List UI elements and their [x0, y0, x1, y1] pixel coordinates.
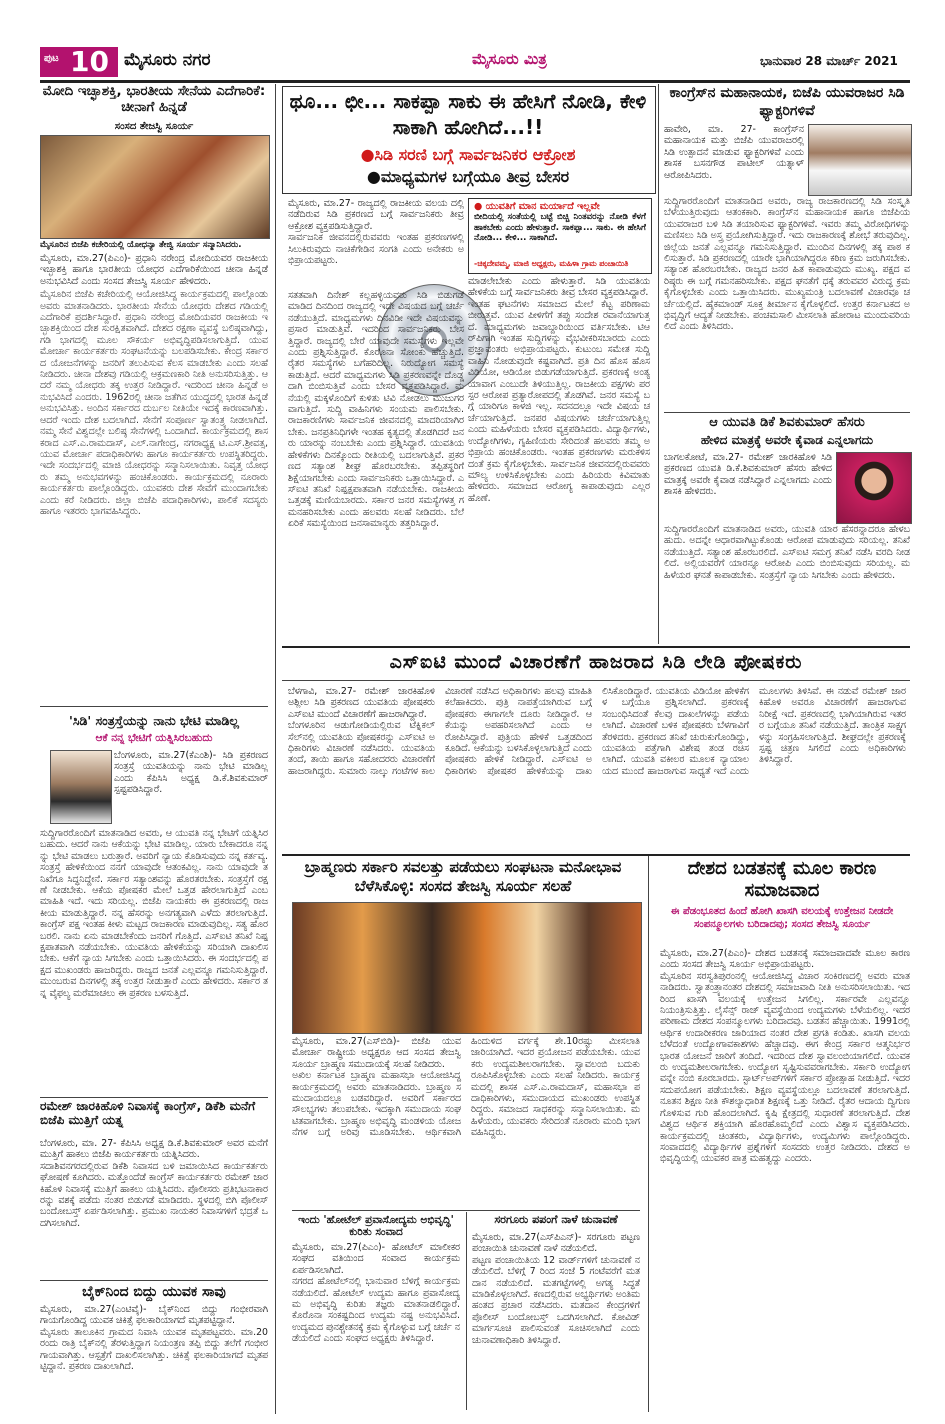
quote-attribution: -ಚಿಕ್ಕದೇವಮ್ಮ, ಮಾಜಿ ಅಧ್ಯಕ್ಷರು, ಮಹಿಳಾ ಗ್ರಾಮ ಪಂಚಾಯಿತಿ: [474, 259, 629, 268]
story1-caption: ಮೈಸೂರಿನ ಬಿಜೆಪಿ ಕಚೇರಿಯಲ್ಲಿ ಯೋಧನ್ಯಾ ತೇಜ್ವಿ ಸೂರ್ಯ ಸನ್ಮಾನಿಸಿದರು.: [40, 240, 242, 250]
story1-byline: ಸಂಸದ ತೇಜಸ್ವಿ ಸೂರ್ಯ: [114, 121, 194, 132]
divider: [292, 1210, 640, 1211]
small2-headline: ಸರಗೂರು ಪಪಂಗೆ ನಾಳೆ ಚುನಾವಣೆ: [494, 1213, 618, 1226]
column-divider: [466, 1212, 467, 1410]
page-tag: ಪುಟ: [44, 53, 59, 64]
right-story2-body: [664, 524, 910, 642]
page-number: 10: [70, 45, 109, 78]
story1-headline: ಮೋದಿ ಇಚ್ಛಾಶಕ್ತಿ, ಭಾರತೀಯ ಸೇನೆಯ ಎದೆಗಾರಿಕೆ: ಚೀನಾಗೆ ಹಿನ್ನಡೆ: [42, 83, 266, 115]
lead-body-right-text: ಮಾಡಲೇಬೇಕು ಎಂದು ಹೇಳುತ್ತಾರೆ. ಸಿಡಿ ಯುವತಿಯ ಹೇಳಿಕೆಯ ಬಗ್ಗೆ ಸಾರ್ವಜನಿಕರು ತೀವ್ರ ಬೇಸರ ವ್ಯಕ್ತಪಡಿಸಿದ್ದಾರೆ.: [468, 276, 650, 299]
story2-subheadline: ಆಕೆ ನನ್ನ ಭೇಟಿಗೆ ಯತ್ನಿಸಿರಬಹುದು: [95, 732, 213, 744]
right-story3-headline: ದೇಶದ ಬಡತನಕ್ಕೆ ಮೂಲ ಕಾರಣ ಸಮಾಜವಾದ: [687, 858, 877, 901]
issue-date: ಭಾನುವಾರ 28 ಮಾರ್ಚ್ 2021: [760, 54, 898, 68]
lead-body-left-text: ಮೈಸೂರು, ಮಾ.27- ರಾಜ್ಯದಲ್ಲಿ ರಾಜಕೀಯ ವಲಯ ದಲ್ಲಿ ನಡೆದಿರುವ ಸಿಡಿ ಪ್ರಕರಣದ ಬಗ್ಗೆ ಸಾರ್ವಜನಿಕರು ತೀವ್ರ ಆಕ್ರೋಶ ವ್ಯಕ್ತಪಡಿಸುತ್ತಿದ್ದಾರೆ.: [288, 198, 464, 232]
lead-sub-1: ●ಸಿಡಿ ಸರಣಿ ಬಗ್ಗೆ ಸಾರ್ವಜನಿಕರ ಆಕ್ರೋಶ: [360, 145, 576, 164]
right-story2-headline: ಆ ಯುವತಿ ಡಿಕೆ ಶಿವಕುಮಾರ್ ಹೆಸರು: [709, 415, 865, 430]
small1-body: [292, 1242, 460, 1408]
banner-body-text: ಬೆಳಗಾವಿ, ಮಾ.27- ರಮೇಶ್ ಜಾರಕಿಹೊಳಿ ಅಶ್ಲೀಲ ಸಿಡಿ ಪ್ರಕರಣದ ಯುವತಿಯ ಪೋಷಕರು ಎಸ್‌ಐಟಿ ಮುಂದೆ ವಿಚಾರಣೆಗೆ ಹಾಜರಾಗಿದ್ದಾರೆ.: [288, 686, 435, 720]
right-story1-headline: ಕಾಂಗ್ರೆಸ್‌ನ ಮಹಾನಾಯಕ, ಬಿಜೆಪಿ ಯುವರಾಜರ ಸಿಡಿ ಫ್ಯಾಕ್ಟರಿಗಳಿವೆ: [669, 85, 905, 119]
column-divider: [648, 856, 649, 1412]
lead-body-col2: [468, 276, 650, 658]
right-story1-body-top: [664, 124, 804, 194]
story1-body: [40, 253, 268, 701]
story4-headline: ಬೈಕ್‌ನಿಂದ ಬಿದ್ದು ಯುವಕ ಸಾವು: [82, 1284, 226, 1300]
story2-body: [40, 828, 268, 1093]
quote-body: ಬೀದಿಯಲ್ಲಿ ಸಂತೆಯಲ್ಲಿ ಬಟ್ಟೆ ಬಿಚ್ಚಿ ನಿಂತವರನ್ನು ನೋಡಿ ಕೆಳಗೆ ಹಾಕಬೇಕು ಎಂದು ಹೇಳುತ್ತಾರೆ. ಸಾಕಪ್ಪಾ... ಸಾಕು. ಈ ಹೇಸಿಗೆ ನೋಡಿ... ಕೇಳಿ... ಸಾಕಾಗಿದೆ.: [474, 212, 646, 243]
right-story2-body-text: ಬಾಗಲಕೋಟೆ, ಮಾ.27- ರಮೇಶ್ ಜಾರಕಿಹೊಳಿ ಸಿಡಿ ಪ್ರಕರಣದ ಯುವತಿ ಡಿ.ಕೆ.ಶಿವಕುಮಾರ್ ಹೆಸರು ಹೇಳಿದ ಮಾತ್ರಕ್ಕೆ ಅವರೇ ಕೈವಾಡ ನಡೆಸಿದ್ದಾರೆ ಎನ್ನಲಾಗದು ಎಂದು ಶಾಸಕಿ ಹೇಳಿದರು.: [664, 452, 832, 498]
story2-body-filler: ಸುದ್ದಿಗಾರರೊಂದಿಗೆ ಮಾತನಾಡಿದ ಅವರು, ಆ ಯುವತಿ ನನ್ನ ಭೇಟಿಗೆ ಯತ್ನಿಸಿರಬಹುದು. ಆದರೆ ನಾನು ಆಕೆಯನ್ನು ಭೇಟಿ ಮಾಡಿಲ್ಲ. ಯಾರು ಬೇಕಾದರೂ ನನ್ನನ್ನು ಭೇಟಿ ಮಾಡಲು ಬರುತ್ತಾರೆ. ಅವರಿಗೆ ನ್ಯಾಯ ಕೊಡಿಸುವುದು ನನ್ನ ಕರ್ತವ್ಯ. ಸಂತ್ರಸ್ತೆ ಹೇಳಿಕೆಯಿಂದ ನನಗೆ ಯಾವುದೇ ಆತಂಕವಿಲ್ಲ. ನಾನು ಯಾವುದೇ ತನಿಖೆಗೂ ಸಿದ್ಧನಿದ್ದೇನೆ. ಸರ್ಕಾರ ಸತ್ಯಾಂಶವನ್ನು ಹೊರತರಬೇಕು. ಸಂತ್ರಸ್ತೆಗೆ ರಕ್ಷಣೆ ನೀಡಬೇಕು. ಆಕೆಯ ಪೋಷಕರ ಮೇಲೆ ಒತ್ತಡ ಹೇರಲಾಗುತ್ತಿದೆ ಎಂಬ ಮಾಹಿತಿ ಇದೆ. ಇದು ಸರಿಯಲ್ಲ. ಬಿಜೆಪಿ ನಾಯಕರು ಈ ಪ್ರಕರಣದಲ್ಲಿ ರಾಜಕೀಯ ಮಾಡುತ್ತಿದ್ದಾರೆ. ನನ್ನ ಹೆಸರನ್ನು ಅನಗತ್ಯವಾಗಿ ಎಳೆದು ತರಲಾಗುತ್ತಿದೆ. ಕಾಂಗ್ರೆಸ್ ಪಕ್ಷ ಇಂತಹ ಕೀಳು ಮಟ್ಟದ ರಾಜಕಾರಣ ಮಾಡುವುದಿಲ್ಲ. ಸತ್ಯ ಹೊರಬರಲಿ. ನಾನು ಏನು ಮಾಡಬೇಕೆಂದು ಜನರಿಗೆ ಗೊತ್ತಿದೆ. ಎಸ್‌ಐಟಿ ತನಿಖೆ ನಿಷ್ಪಕ್ಷಪಾತವಾಗಿ ನಡೆಯಬೇಕು. ಯುವತಿಯ ಹೇಳಿಕೆಯನ್ನು ಸರಿಯಾಗಿ ದಾಖಲಿಸಬೇಕು. ಆಕೆಗೆ ನ್ಯಾಯ ಸಿಗಬೇಕು ಎಂದು ಒತ್ತಾಯಿಸಿದರು. ಈ ಸಂದರ್ಭದಲ್ಲಿ ಪಕ್ಷದ ಮುಖಂಡರು ಹಾಜರಿದ್ದರು. ರಾಜ್ಯದ ಜನತೆ ಎಲ್ಲವನ್ನೂ ಗಮನಿಸುತ್ತಿದ್ದಾರೆ. ಮುಂಬರುವ ದಿನಗಳಲ್ಲಿ ತಕ್ಕ ಉತ್ತರ ನೀಡುತ್ತಾರೆ ಎಂದು ಹೇಳಿದರು. ಸರ್ಕಾರ ತನ್ನ ವೈಫಲ್ಯ ಮರೆಮಾಚಲು ಈ ಪ್ರಕರಣ ಬಳಸುತ್ತಿದೆ.: [40, 828, 268, 999]
right-story2-body-top: [664, 452, 832, 522]
story3-body-text: ಬೆಂಗಳೂರು, ಮಾ. 27- ಕೆಪಿಸಿಸಿ ಅಧ್ಯಕ್ಷ ಡಿ.ಕೆ.ಶಿವಕುಮಾರ್ ಅವರ ಮನೆಗೆ ಮುತ್ತಿಗೆ ಹಾಕಲು ಬಿಜೆಪಿ ಕಾರ್ಯಕರ್ತರು ಯತ್ನಿಸಿದರು.: [40, 1138, 268, 1161]
mid-story-body-filler: ಅಖಿಲ ಕರ್ನಾಟಕ ಬ್ರಾಹ್ಮಣ ಮಹಾಸಭಾ ಆಯೋಜಿಸಿದ್ದ ಕಾರ್ಯಕ್ರಮದಲ್ಲಿ ಅವರು ಮಾತನಾಡಿದರು. ಬ್ರಾಹ್ಮಣ ಸಮುದಾಯದಲ್ಲೂ ಬಡವರಿದ್ದಾರೆ. ಅವರಿಗೆ ಸರ್ಕಾರದ ಸೌಲಭ್ಯಗಳು ತಲುಪಬೇಕು. ಇದಕ್ಕಾಗಿ ಸಮುದಾಯ ಸಂಘಟಿತವಾಗಬೇಕು. ಬ್ರಾಹ್ಮಣ ಅಭಿವೃದ್ಧಿ ಮಂಡಳಿಯ ಯೋಜನೆಗಳ ಬಗ್ಗೆ ಅರಿವು ಮೂಡಿಸಬೇಕು. ಆರ್ಥಿಕವಾಗಿ ಹಿಂದುಳಿದ ವರ್ಗಕ್ಕೆ ಶೇ.10ರಷ್ಟು ಮೀಸಲಾತಿ ಜಾರಿಯಾಗಿದೆ. ಇದರ ಪ್ರಯೋಜನ ಪಡೆಯಬೇಕು. ಯುವಕರು ಉದ್ಯಮಶೀಲರಾಗಬೇಕು. ಸ್ವಾವಲಂಬಿ ಬದುಕು ರೂಪಿಸಿಕೊಳ್ಳಬೇಕು ಎಂದು ಸಲಹೆ ನೀಡಿದರು. ಕಾರ್ಯಕ್ರಮದಲ್ಲಿ ಶಾಸಕ ಎಸ್.ಎ.ರಾಮದಾಸ್, ಮಹಾಸಭಾ ಪದಾಧಿಕಾರಿಗಳು, ಸಮುದಾಯದ ಮುಖಂಡರು ಉಪಸ್ಥಿತರಿದ್ದರು. ಸಮಾಜದ ಸಾಧಕರನ್ನು ಸನ್ಮಾನಿಸಲಾಯಿತು. ಮಹಿಳೆಯರು, ಯುವಕರು ಸೇರಿದಂತೆ ನೂರಾರು ಮಂದಿ ಭಾಗವಹಿಸಿದ್ದರು.: [292, 1036, 640, 1139]
right-story1-body: [664, 196, 910, 408]
masthead: ಮೈಸೂರು ಮಿತ್ರ: [472, 50, 547, 68]
banner-headline: ಎಸ್‌ಐಟಿ ಮುಂದೆ ವಿಚಾರಣೆಗೆ ಹಾಜರಾದ ಸಿಡಿ ಲೇಡಿ ಪೋಷಕರು: [389, 651, 803, 673]
story4-body-text: ಮೈಸೂರು, ಮಾ.27(ಎಂಟಿವೈ)- ಬೈಕ್‌ನಿಂದ ಬಿದ್ದು ಗಂಭೀರವಾಗಿ ಗಾಯಗೊಂಡಿದ್ದ ಯುವಕ ಚಿಕಿತ್ಸೆ ಫಲಕಾರಿಯಾಗದೆ ಮೃತಪಟ್ಟಿದ್ದಾನೆ.: [40, 1304, 268, 1327]
lead-body-col1: [288, 290, 464, 658]
small1-headline: ಇಂದು 'ಹೋಟೆಲ್ ಪ್ರವಾಸೋದ್ಯಮ ಅಭಿವೃದ್ಧಿ' ಕುರಿತು ಸಂವಾದ: [298, 1214, 454, 1239]
divider: [282, 680, 910, 681]
right-story3-subheadline: ಈ ಪೆಡಂಭೂತದ ಹಿಂದೆ ಹೋಗಿ ಖಾಸಗಿ ವಲಯಕ್ಕೆ ಉತ್ತೇಜನ ನೀಡದೇ ಸಂಪನ್ಮೂಲಗಳು ಬರಿದಾದವು; ಸಂಸದ ತೇಜಸ್ವಿ ಸೂರ್ಯ: [670, 906, 894, 930]
mid-story-body-text: ಮೈಸೂರು, ಮಾ.27(ಎಸ್‌ಬಿಡಿ)- ಬಿಜೆಪಿ ಯುವ ಮೋರ್ಚಾ ರಾಷ್ಟ್ರೀಯ ಅಧ್ಯಕ್ಷರೂ ಆದ ಸಂಸದ ತೇಜಸ್ವಿ ಸೂರ್ಯ ಬ್ರಾಹ್ಮಣ ಸಮುದಾಯಕ್ಕೆ ಸಲಹೆ ನೀಡಿದರು.: [292, 1036, 461, 1070]
right-story3-body: [660, 948, 910, 1408]
story4-body-filler: ಮೈಸೂರು ತಾಲೂಕಿನ ಗ್ರಾಮದ ನಿವಾಸಿ ಯುವಕ ಮೃತಪಟ್ಟವರು. ಮಾ.20ರಂದು ರಾತ್ರಿ ಬೈಕ್‌ನಲ್ಲಿ ತೆರಳುತ್ತಿದ್ದಾಗ ನಿಯಂತ್ರಣ ತಪ್ಪಿ ಬಿದ್ದು ತಲೆಗೆ ಗಂಭೀರ ಗಾಯವಾಗಿತ್ತು. ಆಸ್ಪತ್ರೆಗೆ ದಾಖಲಿಸಲಾಗಿತ್ತು. ಚಿಕಿತ್ಸೆ ಫಲಕಾರಿಯಾಗದೆ ಮೃತಪಟ್ಟಿದ್ದಾನೆ. ಪ್ರಕರಣ ದಾಖಲಾಗಿದೆ.: [40, 1326, 268, 1373]
story2-body-top: [114, 750, 268, 825]
column-divider: [658, 84, 659, 644]
lead-body-col2-filler: ಇಂತಹ ಘಟನೆಗಳು ಸಮಾಜದ ಮೇಲೆ ಕೆಟ್ಟ ಪರಿಣಾಮ ಬೀರುತ್ತವೆ. ಯುವ ಪೀಳಿಗೆಗೆ ತಪ್ಪು ಸಂದೇಶ ರವಾನೆಯಾಗುತ್ತದೆ. ಮಾಧ್ಯಮಗಳು ಜವಾಬ್ದಾರಿಯಿಂದ ವರ್ತಿಸಬೇಕು. ಟಿಆರ್‌ಪಿಗಾಗಿ ಇಂತಹ ಸುದ್ದಿಗಳನ್ನು ವೈಭವೀಕರಿಸಬಾರದು ಎಂದು ಪ್ರಜ್ಞಾವಂತರು ಅಭಿಪ್ರಾಯಪಟ್ಟರು. ಕುಟುಂಬ ಸಮೇತ ಸುದ್ದಿ ವಾಹಿನಿ ನೋಡುವುದೇ ಕಷ್ಟವಾಗಿದೆ. ಪ್ರತಿ ದಿನ ಹೊಸ ಹೊಸ ವಿಡಿಯೋ, ಆಡಿಯೋ ಬಿಡುಗಡೆಯಾಗುತ್ತಿದೆ. ಪ್ರಕರಣಕ್ಕೆ ಅಂತ್ಯ ಯಾವಾಗ ಎಂಬುದೇ ತಿಳಿಯುತ್ತಿಲ್ಲ. ರಾಜಕೀಯ ಪಕ್ಷಗಳು ಪರಸ್ಪರ ಆರೋಪ ಪ್ರತ್ಯಾರೋಪದಲ್ಲಿ ತೊಡಗಿವೆ. ಜನರ ಸಮಸ್ಯೆ ಬಗ್ಗೆ ಯಾರಿಗೂ ಕಾಳಜಿ ಇಲ್ಲ. ಸದನದಲ್ಲೂ ಇದೇ ವಿಷಯ ಚರ್ಚೆಯಾಗುತ್ತಿದೆ. ಜನಪರ ವಿಷಯಗಳು ಚರ್ಚೆಯಾಗುತ್ತಿಲ್ಲ ಎಂದು ಮಹಿಳೆಯರು ಬೇಸರ ವ್ಯಕ್ತಪಡಿಸಿದರು. ವಿದ್ಯಾರ್ಥಿಗಳು, ಉದ್ಯೋಗಿಗಳು, ಗೃಹಿಣಿಯರು ಸೇರಿದಂತೆ ಹಲವರು ತಮ್ಮ ಅಭಿಪ್ರಾಯ ಹಂಚಿಕೊಂಡರು. ಇಂತಹ ಪ್ರಕರಣಗಳು ಮರುಕಳಿಸದಂತೆ ಕ್ರಮ ಕೈಗೊಳ್ಳಬೇಕು. ಸಾರ್ವಜನಿಕ ಜೀವನದಲ್ಲಿರುವವರು ಮೌಲ್ಯ ಉಳಿಸಿಕೊಳ್ಳಬೇಕು ಎಂದು ಹಿರಿಯರು ಕಿವಿಮಾತು ಹೇಳಿದರು. ಸಮಾಜದ ಆರೋಗ್ಯ ಕಾಪಾಡುವುದು ಎಲ್ಲರ ಹೊಣೆ.: [468, 298, 650, 504]
lead-body-left: [288, 198, 464, 288]
story3-headline: ರಮೇಶ್ ಜಾರಕಿಹೊಳಿ ನಿವಾಸಕ್ಕೆ ಕಾಂಗ್ರೆಸ್, ಡಿಕೆಶಿ ಮನೆಗೆ ಬಿಜೆಪಿ ಮುತ್ತಿಗೆ ಯತ್ನ: [40, 1099, 256, 1127]
small2-body: [472, 1232, 640, 1408]
page-header: [0, 0, 945, 88]
divider: [282, 854, 910, 856]
mid-story-body: [292, 1036, 640, 1206]
page-number-box: [40, 47, 118, 77]
small1-body-filler: ನಗರದ ಹೋಟೆಲ್‌ನಲ್ಲಿ ಭಾನುವಾರ ಬೆಳಿಗ್ಗೆ ಕಾರ್ಯಕ್ರಮ ನಡೆಯಲಿದೆ. ಹೋಟೆಲ್ ಉದ್ಯಮ ಹಾಗೂ ಪ್ರವಾಸೋದ್ಯಮ ಅಭಿವೃದ್ಧಿ ಕುರಿತು ತಜ್ಞರು ಮಾತನಾಡಲಿದ್ದಾರೆ. ಕೊರೊನಾ ಸಂಕಷ್ಟದಿಂದ ಉದ್ಯಮ ನಷ್ಟ ಅನುಭವಿಸಿದೆ. ಉದ್ಯಮದ ಪುನಶ್ಚೇತನಕ್ಕೆ ಕ್ರಮ ಕೈಗೊಳ್ಳುವ ಬಗ್ಗೆ ಚರ್ಚೆ ನಡೆಯಲಿದೆ ಎಂದು ಸಂಘದ ಅಧ್ಯಕ್ಷರು ತಿಳಿಸಿದ್ದಾರೆ.: [292, 1276, 460, 1345]
lead-body-left-filler: ಸಾರ್ವಜನಿಕ ಜೀವನದಲ್ಲಿರುವವರು ಇಂತಹ ಪ್ರಕರಣಗಳಲ್ಲಿ ಸಿಲುಕಿರುವುದು ನಾಚಿಕೆಗೇಡಿನ ಸಂಗತಿ ಎಂದು ಅನೇಕರು ಅಭಿಪ್ರಾಯಪಟ್ಟರು.: [288, 232, 464, 267]
section-title: ಮೈಸೂರು ನಗರ: [124, 50, 211, 70]
small2-body-filler: ಪಟ್ಟಣ ಪಂಚಾಯಿತಿಯ 12 ವಾರ್ಡ್‌ಗಳಿಗೆ ಚುನಾವಣೆ ನಡೆಯಲಿದೆ. ಬೆಳಿಗ್ಗೆ 7 ರಿಂದ ಸಂಜೆ 5 ಗಂಟೆವರೆಗೆ ಮತದಾನ ನಡೆಯಲಿದೆ. ಮತಗಟ್ಟೆಗಳಲ್ಲಿ ಅಗತ್ಯ ಸಿದ್ಧತೆ ಮಾಡಿಕೊಳ್ಳಲಾಗಿದೆ. ಕಣದಲ್ಲಿರುವ ಅಭ್ಯರ್ಥಿಗಳು ಅಂತಿಮ ಹಂತದ ಪ್ರಚಾರ ನಡೆಸಿದರು. ಮತದಾನ ಕೇಂದ್ರಗಳಿಗೆ ಪೊಲೀಸ್ ಬಂದೋಬಸ್ತ್ ಒದಗಿಸಲಾಗಿದೆ. ಕೋವಿಡ್ ಮಾರ್ಗಸೂಚಿ ಪಾಲಿಸುವಂತೆ ಸೂಚಿಸಲಾಗಿದೆ ಎಂದು ಚುನಾವಣಾಧಿಕಾರಿ ತಿಳಿಸಿದ್ದಾರೆ.: [472, 1254, 640, 1346]
small2-body-text: ಮೈಸೂರು, ಮಾ.27(ಎಸ್‌ಪಿಎನ್)- ಸರಗೂರು ಪಟ್ಟಣ ಪಂಚಾಯಿತಿ ಚುನಾವಣೆ ನಾಳೆ ನಡೆಯಲಿದೆ.: [472, 1232, 640, 1255]
story2-headline: 'ಸಿಡಿ' ಸಂತ್ರಸ್ತೆಯನ್ನು ನಾನು ಭೇಟಿ ಮಾಡಿಲ್ಲ: [69, 713, 239, 728]
divider: [40, 1280, 268, 1281]
small1-body-text: ಮೈಸೂರು, ಮಾ.27(ಪಿಎಂ)- ಹೋಟೆಲ್ ಮಾಲೀಕರ ಸಂಘದ ವತಿಯಿಂದ ಸಂವಾದ ಕಾರ್ಯಕ್ರಮ ಏರ್ಪಡಿಸಲಾಗಿದೆ.: [292, 1242, 460, 1276]
story3-body-filler: ಸದಾಶಿವನಗರದಲ್ಲಿರುವ ಡಿಕೆಶಿ ನಿವಾಸದ ಬಳಿ ಜಮಾಯಿಸಿದ ಕಾರ್ಯಕರ್ತರು ಘೋಷಣೆ ಕೂಗಿದರು. ಮತ್ತೊಂದೆಡೆ ಕಾಂಗ್ರೆಸ್ ಕಾರ್ಯಕರ್ತರು ರಮೇಶ್ ಜಾರಕಿಹೊಳಿ ನಿವಾಸಕ್ಕೆ ಮುತ್ತಿಗೆ ಹಾಕಲು ಯತ್ನಿಸಿದರು. ಪೊಲೀಸರು ಪ್ರತಿಭಟನಾಕಾರರನ್ನು ವಶಕ್ಕೆ ಪಡೆದು ನಂತರ ಬಿಡುಗಡೆ ಮಾಡಿದರು. ಸ್ಥಳದಲ್ಲಿ ಬಿಗಿ ಪೊಲೀಸ್ ಬಂದೋಬಸ್ತ್ ಏರ್ಪಡಿಸಲಾಗಿತ್ತು. ಪ್ರಮುಖ ನಾಯಕರ ನಿವಾಸಗಳಿಗೆ ಭದ್ರತೆ ಒದಗಿಸಲಾಗಿದೆ.: [40, 1160, 268, 1229]
divider: [664, 412, 910, 413]
story2-body-text: ಬೆಂಗಳೂರು, ಮಾ.27(ಕೆಎಂಶಿ)- ಸಿಡಿ ಪ್ರಕರಣದ ಸಂತ್ರಸ್ತೆ ಯುವತಿಯನ್ನು ನಾನು ಭೇಟಿ ಮಾಡಿಲ್ಲ ಎಂದು ಕೆಪಿಸಿಸಿ ಅಧ್ಯಕ್ಷ ಡಿ.ಕೆ.ಶಿವಕುಮಾರ್ ಸ್ಪಷ್ಟಪಡಿಸಿದ್ದಾರೆ.: [114, 750, 268, 796]
divider: [282, 646, 910, 648]
lead-sub-2: ●ಮಾಧ್ಯಮಗಳ ಬಗ್ಗೆಯೂ ತೀವ್ರ ಬೇಸರ: [366, 167, 570, 186]
banner-body-filler: ಬೆಂಗಳೂರಿನ ಆಡುಗೋಡಿಯಲ್ಲಿರುವ ಟೆಕ್ನಿಕಲ್ ಸೆಲ್‌ನಲ್ಲಿ ಯುವತಿಯ ಪೋಷಕರನ್ನು ಎಸ್‌ಐಟಿ ಅಧಿಕಾರಿಗಳು ವಿಚಾರಣೆ ನಡೆಸಿದರು. ಯುವತಿಯ ತಂದೆ, ತಾಯಿ ಹಾಗೂ ಸಹೋದರರು ವಿಚಾರಣೆಗೆ ಹಾಜರಾಗಿದ್ದರು. ಸುಮಾರು ನಾಲ್ಕು ಗಂಟೆಗಳ ಕಾಲ ವಿಚಾರಣೆ ನಡೆಸಿದ ಅಧಿಕಾರಿಗಳು ಹಲವು ಮಾಹಿತಿ ಕಲೆಹಾಕಿದರು. ಪುತ್ರಿ ನಾಪತ್ತೆಯಾಗಿರುವ ಬಗ್ಗೆ ಪೋಷಕರು ಈಗಾಗಲೇ ದೂರು ನೀಡಿದ್ದಾರೆ. ಆಕೆಯನ್ನು ಅಪಹರಿಸಲಾಗಿದೆ ಎಂದು ಆರೋಪಿಸಿದ್ದಾರೆ. ಪುತ್ರಿಯ ಹೇಳಿಕೆ ಒತ್ತಡದಿಂದ ಕೂಡಿದೆ. ಆಕೆಯನ್ನು ಬಳಸಿಕೊಳ್ಳಲಾಗುತ್ತಿದೆ ಎಂದು ಪೋಷಕರು ಹೇಳಿಕೆ ನೀಡಿದ್ದಾರೆ. ಎಸ್‌ಐಟಿ ಅಧಿಕಾರಿಗಳು ಪೋಷಕರ ಹೇಳಿಕೆಯನ್ನು ದಾಖಲಿಸಿಕೊಂಡಿದ್ದಾರೆ. ಯುವತಿಯ ವಿಡಿಯೋ ಹೇಳಿಕೆಗಳ ಬಗ್ಗೆಯೂ ಪ್ರಶ್ನಿಸಲಾಗಿದೆ. ಪ್ರಕರಣಕ್ಕೆ ಸಂಬಂಧಿಸಿದಂತೆ ಕೆಲವು ದಾಖಲೆಗಳನ್ನು ಪಡೆಯಲಾಗಿದೆ. ವಿಚಾರಣೆ ಬಳಿಕ ಪೋಷಕರು ಬೆಳಗಾವಿಗೆ ತೆರಳಿದರು. ಪ್ರಕರಣದ ತನಿಖೆ ಚುರುಕುಗೊಂಡಿದ್ದು, ಯುವತಿಯ ಪತ್ತೆಗಾಗಿ ವಿಶೇಷ ತಂಡ ರಚಿಸಲಾಗಿದೆ. ಯುವತಿ ವಕೀಲರ ಮೂಲಕ ನ್ಯಾಯಾಲಯದ ಮುಂದೆ ಹಾಜರಾಗುವ ಸಾಧ್ಯತೆ ಇದೆ ಎಂದು ಮೂಲಗಳು ತಿಳಿಸಿವೆ. ಈ ನಡುವೆ ರಮೇಶ್ ಜಾರಕಿಹೊಳಿ ಅವರೂ ವಿಚಾರಣೆಗೆ ಹಾಜರಾಗುವ ನಿರೀಕ್ಷೆ ಇದೆ. ಪ್ರಕರಣದಲ್ಲಿ ಭಾಗಿಯಾಗಿರುವ ಇತರರ ಬಗ್ಗೆಯೂ ತನಿಖೆ ನಡೆಯುತ್ತಿದೆ. ತಾಂತ್ರಿಕ ಸಾಕ್ಷ್ಯಗಳನ್ನು ಸಂಗ್ರಹಿಸಲಾಗುತ್ತಿದೆ. ಶೀಘ್ರದಲ್ಲೇ ಪ್ರಕರಣಕ್ಕೆ ಸ್ಪಷ್ಟ ಚಿತ್ರಣ ಸಿಗಲಿದೆ ಎಂದು ಅಧಿಕಾರಿಗಳು ತಿಳಿಸಿದ್ದಾರೆ.: [288, 686, 906, 777]
dk-shivakumar-photo: [50, 750, 112, 824]
story1-body-filler: ಮೈಸೂರಿನ ಬಿಜೆಪಿ ಕಚೇರಿಯಲ್ಲಿ ಆಯೋಜಿಸಿದ್ದ ಕಾರ್ಯಕ್ರಮದಲ್ಲಿ ಪಾಲ್ಗೊಂಡು ಅವರು ಮಾತನಾಡಿದರು. ಭಾರತೀಯ ಸೇನೆಯ ಯೋಧರು ದೇಶದ ಗಡಿಯಲ್ಲಿ ಎದೆಗಾರಿಕೆ ಪ್ರದರ್ಶಿಸಿದ್ದಾರೆ. ಪ್ರಧಾನಿ ನರೇಂದ್ರ ಮೋದಿಯವರ ರಾಜಕೀಯ ಇಚ್ಛಾಶಕ್ತಿಯಿಂದ ದೇಶ ಸುರಕ್ಷಿತವಾಗಿದೆ. ದೇಶದ ರಕ್ಷಣಾ ವ್ಯವಸ್ಥೆ ಬಲಿಷ್ಠವಾಗಿದ್ದು, ಗಡಿ ಭಾಗದಲ್ಲಿ ಮೂಲ ಸೌಕರ್ಯ ಅಭಿವೃದ್ಧಿಪಡಿಸಲಾಗುತ್ತಿದೆ. ಯುವ ಮೋರ್ಚಾ ಕಾರ್ಯಕರ್ತರು ಸಂಘಟನೆಯನ್ನು ಬಲಪಡಿಸಬೇಕು. ಕೇಂದ್ರ ಸರ್ಕಾರದ ಯೋಜನೆಗಳನ್ನು ಜನರಿಗೆ ತಲುಪಿಸುವ ಕೆಲಸ ಮಾಡಬೇಕು ಎಂದು ಸಲಹೆ ನೀಡಿದರು. ಚೀನಾ ದೇಶವು ಗಡಿಯಲ್ಲಿ ಆಕ್ರಮಣಕಾರಿ ನೀತಿ ಅನುಸರಿಸುತ್ತಿತ್ತು. ಆದರೆ ನಮ್ಮ ಯೋಧರು ತಕ್ಕ ಉತ್ತರ ನೀಡಿದ್ದಾರೆ. ಇದರಿಂದ ಚೀನಾ ಹಿನ್ನಡೆ ಅನುಭವಿಸಿದೆ ಎಂದರು. 1962ರಲ್ಲಿ ಚೀನಾ ಜತೆಗಿನ ಯುದ್ಧದಲ್ಲಿ ಭಾರತ ಹಿನ್ನಡೆ ಅನುಭವಿಸಿತ್ತು. ಅಂದಿನ ಸರ್ಕಾರದ ದುರ್ಬಲ ನೀತಿಯೇ ಇದಕ್ಕೆ ಕಾರಣವಾಗಿತ್ತು. ಆದರೆ ಇಂದು ದೇಶ ಬದಲಾಗಿದೆ. ಸೇನೆಗೆ ಸಂಪೂರ್ಣ ಸ್ವಾತಂತ್ರ್ಯ ನೀಡಲಾಗಿದೆ. ನಮ್ಮ ಸೇನೆ ವಿಶ್ವದಲ್ಲೇ ಬಲಿಷ್ಠ ಸೇನೆಗಳಲ್ಲಿ ಒಂದಾಗಿದೆ. ಕಾರ್ಯಕ್ರಮದಲ್ಲಿ ಶಾಸಕರಾದ ಎಸ್.ಎ.ರಾಮದಾಸ್, ಎಲ್.ನಾಗೇಂದ್ರ, ನಗರಾಧ್ಯಕ್ಷ ಟಿ.ಎಸ್.ಶ್ರೀವತ್ಸ, ಯುವ ಮೋರ್ಚಾ ಪದಾಧಿಕಾರಿಗಳು ಹಾಗೂ ಕಾರ್ಯಕರ್ತರು ಉಪಸ್ಥಿತರಿದ್ದರು. ಇದೇ ಸಂದರ್ಭದಲ್ಲಿ ಮಾಜಿ ಯೋಧರನ್ನು ಸನ್ಮಾನಿಸಲಾಯಿತು. ನಿವೃತ್ತ ಯೋಧರು ತಮ್ಮ ಅನುಭವಗಳನ್ನು ಹಂಚಿಕೊಂಡರು. ಕಾರ್ಯಕ್ರಮದಲ್ಲಿ ನೂರಾರು ಕಾರ್ಯಕರ್ತರು ಪಾಲ್ಗೊಂಡಿದ್ದರು. ಯುವಕರು ದೇಶ ಸೇವೆಗೆ ಮುಂದಾಗಬೇಕು ಎಂದು ಕರೆ ನೀಡಿದರು. ಜಿಲ್ಲಾ ಬಿಜೆಪಿ ಪದಾಧಿಕಾರಿಗಳು, ಪಾಲಿಕೆ ಸದಸ್ಯರು ಹಾಗೂ ಇತರರು ಭಾಗವಹಿಸಿದ್ದರು.: [40, 289, 268, 517]
right-story2-body-filler: ಸುದ್ದಿಗಾರರೊಂದಿಗೆ ಮಾತನಾಡಿದ ಅವರು, ಯುವತಿ ಯಾರ ಹೆಸರನ್ನಾದರೂ ಹೇಳಬಹುದು. ಅದನ್ನೇ ಆಧಾರವಾಗಿಟ್ಟುಕೊಂಡು ಆರೋಪ ಮಾಡುವುದು ಸರಿಯಲ್ಲ. ತನಿಖೆ ನಡೆಯುತ್ತಿದೆ. ಸತ್ಯಾಂಶ ಹೊರಬರಲಿದೆ. ಎಸ್‌ಐಟಿ ಸಮಗ್ರ ತನಿಖೆ ನಡೆಸಿ ವರದಿ ನೀಡಲಿದೆ. ಅಲ್ಲಿಯವರೆಗೆ ಯಾರನ್ನೂ ಆರೋಪಿ ಎಂದು ಬಿಂಬಿಸುವುದು ಸರಿಯಲ್ಲ. ಮಹಿಳೆಯರ ಘನತೆ ಕಾಪಾಡಬೇಕು. ಸಂತ್ರಸ್ತೆಗೆ ನ್ಯಾಯ ಸಿಗಬೇಕು ಎಂದು ಹೇಳಿದರು.: [664, 524, 910, 581]
right-story3-body-filler: ಮೈಸೂರಿನ ಸರಸ್ವತಿಪುರಂನಲ್ಲಿ ಆಯೋಜಿಸಿದ್ದ ವಿಚಾರ ಸಂಕಿರಣದಲ್ಲಿ ಅವರು ಮಾತನಾಡಿದರು. ಸ್ವಾತಂತ್ರ್ಯಾನಂತರ ದೇಶದಲ್ಲಿ ಸಮಾಜವಾದಿ ನೀತಿ ಅನುಸರಿಸಲಾಯಿತು. ಇದರಿಂದ ಖಾಸಗಿ ವಲಯಕ್ಕೆ ಉತ್ತೇಜನ ಸಿಗಲಿಲ್ಲ. ಸರ್ಕಾರವೇ ಎಲ್ಲವನ್ನೂ ನಿಯಂತ್ರಿಸುತ್ತಿತ್ತು. ಲೈಸೆನ್ಸ್ ರಾಜ್ ವ್ಯವಸ್ಥೆಯಿಂದ ಉದ್ಯಮಗಳು ಬೆಳೆಯಲಿಲ್ಲ. ಇದರ ಪರಿಣಾಮ ದೇಶದ ಸಂಪನ್ಮೂಲಗಳು ಬರಿದಾದವು. ಬಡತನ ಹೆಚ್ಚಾಯಿತು. 1991ರಲ್ಲಿ ಆರ್ಥಿಕ ಉದಾರೀಕರಣ ಜಾರಿಯಾದ ನಂತರ ದೇಶ ಪ್ರಗತಿ ಕಂಡಿತು. ಖಾಸಗಿ ವಲಯ ಬೆಳೆದಂತೆ ಉದ್ಯೋಗಾವಕಾಶಗಳು ಹೆಚ್ಚಾದವು. ಈಗ ಕೇಂದ್ರ ಸರ್ಕಾರ ಆತ್ಮನಿರ್ಭರ ಭಾರತ ಯೋಜನೆ ಜಾರಿಗೆ ತಂದಿದೆ. ಇದರಿಂದ ದೇಶ ಸ್ವಾವಲಂಬಿಯಾಗಲಿದೆ. ಯುವಕರು ಉದ್ಯಮಶೀಲರಾಗಬೇಕು. ಉದ್ಯೋಗ ಸೃಷ್ಟಿಸುವವರಾಗಬೇಕು. ಸರ್ಕಾರಿ ಉದ್ಯೋಗವನ್ನೇ ನಂಬಿ ಕೂರಬಾರದು. ಸ್ಟಾರ್ಟ್‌ಅಪ್‌ಗಳಿಗೆ ಸರ್ಕಾರ ಪ್ರೋತ್ಸಾಹ ನೀಡುತ್ತಿದೆ. ಇದರ ಸದುಪಯೋಗ ಪಡೆಯಬೇಕು. ಶಿಕ್ಷಣ ವ್ಯವಸ್ಥೆಯಲ್ಲೂ ಬದಲಾವಣೆ ತರಲಾಗುತ್ತಿದೆ. ನೂತನ ಶಿಕ್ಷಣ ನೀತಿ ಕೌಶಲ್ಯಾಧಾರಿತ ಶಿಕ್ಷಣಕ್ಕೆ ಒತ್ತು ನೀಡಿದೆ. ರೈತರ ಆದಾಯ ದ್ವಿಗುಣಗೊಳಿಸುವ ಗುರಿ ಹೊಂದಲಾಗಿದೆ. ಕೃಷಿ ಕ್ಷೇತ್ರದಲ್ಲಿ ಸುಧಾರಣೆ ತರಲಾಗುತ್ತಿದೆ. ದೇಶ ವಿಶ್ವದ ಆರ್ಥಿಕ ಶಕ್ತಿಯಾಗಿ ಹೊರಹೊಮ್ಮಲಿದೆ ಎಂದು ವಿಶ್ವಾಸ ವ್ಯಕ್ತಪಡಿಸಿದರು. ಕಾರ್ಯಕ್ರಮದಲ್ಲಿ ಚಿಂತಕರು, ವಿದ್ಯಾರ್ಥಿಗಳು, ಉದ್ಯಮಿಗಳು ಪಾಲ್ಗೊಂಡಿದ್ದರು. ಸಂವಾದದಲ್ಲಿ ವಿದ್ಯಾರ್ಥಿಗಳ ಪ್ರಶ್ನೆಗಳಿಗೆ ಸಂಸದರು ಉತ್ತರ ನೀಡಿದರು. ದೇಶದ ಅಭಿವೃದ್ಧಿಯಲ್ಲಿ ಯುವಕರ ಪಾತ್ರ ಮಹತ್ವದ್ದು ಎಂದರು.: [660, 970, 910, 1165]
mid-story-photo: [292, 902, 642, 1034]
divider: [40, 706, 268, 707]
story1-body-text: ಮೈಸೂರು, ಮಾ.27(ಪಿಎಂ)- ಪ್ರಧಾನಿ ನರೇಂದ್ರ ಮೋದಿಯವರ ರಾಜಕೀಯ ಇಚ್ಛಾಶಕ್ತಿ ಹಾಗೂ ಭಾರತೀಯ ಯೋಧರ ಎದೆಗಾರಿಕೆಯಿಂದ ಚೀನಾ ಹಿನ್ನಡೆ ಅನುಭವಿಸಿದೆ ಎಂದು ಸಂಸದ ತೇಜಸ್ವಿ ಸೂರ್ಯ ಹೇಳಿದರು.: [40, 253, 268, 287]
lead-body-col1-filler: ಸತತವಾಗಿ ದಿನೇಶ್ ಕಲ್ಲಹಳ್ಳಿಯವರು ಸಿಡಿ ಬಿಡುಗಡೆ ಮಾಡಿದ ದಿನದಿಂದ ರಾಜ್ಯದಲ್ಲಿ ಇದೇ ವಿಷಯದ ಬಗ್ಗೆ ಚರ್ಚೆ ನಡೆಯುತ್ತಿದೆ. ಮಾಧ್ಯಮಗಳು ದಿನವಿಡೀ ಇದೇ ವಿಷಯವನ್ನು ಪ್ರಸಾರ ಮಾಡುತ್ತಿವೆ. ಇದರಿಂದ ಸಾರ್ವಜನಿಕರು ಬೇಸತ್ತಿದ್ದಾರೆ. ರಾಜ್ಯದಲ್ಲಿ ಬೇರೆ ಯಾವುದೇ ಸಮಸ್ಯೆಗಳು ಇಲ್ಲವೇ ಎಂದು ಪ್ರಶ್ನಿಸುತ್ತಿದ್ದಾರೆ. ಕೊರೊನಾ ಸೋಂಕು ಹೆಚ್ಚುತ್ತಿದೆ. ರೈತರ ಸಮಸ್ಯೆಗಳು ಬಗೆಹರಿದಿಲ್ಲ. ನಿರುದ್ಯೋಗ ಸಮಸ್ಯೆ ಕಾಡುತ್ತಿದೆ. ಆದರೆ ಮಾಧ್ಯಮಗಳು ಸಿಡಿ ಪ್ರಕರಣವನ್ನೇ ದೊಡ್ಡದಾಗಿ ಬಿಂಬಿಸುತ್ತಿವೆ ಎಂದು ಬೇಸರ ವ್ಯಕ್ತಪಡಿಸಿದ್ದಾರೆ. ಮನೆಯಲ್ಲಿ ಮಕ್ಕಳೊಂದಿಗೆ ಕುಳಿತು ಟಿವಿ ನೋಡಲು ಮುಜುಗರವಾಗುತ್ತಿದೆ. ಸುದ್ದಿ ವಾಹಿನಿಗಳು ಸಂಯಮ ಪಾಲಿಸಬೇಕು. ರಾಜಕಾರಣಿಗಳು ಸಾರ್ವಜನಿಕ ಜೀವನದಲ್ಲಿ ಮಾದರಿಯಾಗಿರಬೇಕು. ಜನಪ್ರತಿನಿಧಿಗಳೇ ಇಂತಹ ಕೃತ್ಯದಲ್ಲಿ ತೊಡಗಿದರೆ ಜನರು ಯಾರನ್ನು ನಂಬಬೇಕು ಎಂದು ಪ್ರಶ್ನಿಸಿದ್ದಾರೆ. ಯುವತಿಯ ಹೇಳಿಕೆಗಳು ದಿನಕ್ಕೊಂದು ರೀತಿಯಲ್ಲಿ ಬದಲಾಗುತ್ತಿವೆ. ಪ್ರಕರಣದ ಸತ್ಯಾಂಶ ಶೀಘ್ರ ಹೊರಬರಬೇಕು. ತಪ್ಪಿತಸ್ಥರಿಗೆ ಶಿಕ್ಷೆಯಾಗಬೇಕು ಎಂದು ಸಾರ್ವಜನಿಕರು ಒತ್ತಾಯಿಸಿದ್ದಾರೆ. ಎಸ್‌ಐಟಿ ತನಿಖೆ ನಿಷ್ಪಕ್ಷಪಾತವಾಗಿ ನಡೆಯಬೇಕು. ರಾಜಕೀಯ ಒತ್ತಡಕ್ಕೆ ಮಣಿಯಬಾರದು. ಸರ್ಕಾರ ಜನರ ಸಮಸ್ಯೆಗಳತ್ತ ಗಮನಹರಿಸಬೇಕು ಎಂದು ಹಲವರು ಸಲಹೆ ನೀಡಿದರು. ಬೆಲೆ ಏರಿಕೆ ಸಮಸ್ಯೆಯಿಂದ ಜನಸಾಮಾನ್ಯರು ತತ್ತರಿಸಿದ್ದಾರೆ.: [288, 290, 464, 530]
right-story2-subheadline: ಹೇಳಿದ ಮಾತ್ರಕ್ಕೆ ಅವರೇ ಕೈವಾಡ ಎನ್ನಲಾಗದು: [700, 433, 874, 447]
story4-body: [40, 1304, 268, 1408]
mla-photo: [836, 452, 912, 524]
yatnal-photo: [808, 124, 912, 196]
column-divider: [275, 84, 276, 1414]
story3-body: [40, 1138, 268, 1278]
lead-headline: ಥೂ... ಛೀ... ಸಾಕಪ್ಪಾ ಸಾಕು ಈ ಹೇಸಿಗೆ ನೋಡಿ, ಕೇಳಿ ಸಾಕಾಗಿ ಹೋಗಿದೆ...!!: [289, 89, 647, 139]
quote-title: ● ಯುವತಿಗೆ ಮಾನ ಮರ್ಯಾದೆ ಇಲ್ಲವೇ: [474, 201, 600, 212]
story1-photo: [40, 135, 270, 239]
divider: [40, 1097, 268, 1098]
right-story1-body-filler: ಸುದ್ದಿಗಾರರೊಂದಿಗೆ ಮಾತನಾಡಿದ ಅವರು, ರಾಜ್ಯ ರಾಜಕಾರಣದಲ್ಲಿ ಸಿಡಿ ಸಂಸ್ಕೃತಿ ಬೆಳೆಯುತ್ತಿರುವುದು ಆತಂಕಕಾರಿ. ಕಾಂಗ್ರೆಸ್‌ನ ಮಹಾನಾಯಕ ಹಾಗೂ ಬಿಜೆಪಿಯ ಯುವರಾಜರ ಬಳಿ ಸಿಡಿ ತಯಾರಿಸುವ ಫ್ಯಾಕ್ಟರಿಗಳಿವೆ. ಇವರು ತಮ್ಮ ವಿರೋಧಿಗಳನ್ನು ಮಣಿಸಲು ಸಿಡಿ ಅಸ್ತ್ರ ಪ್ರಯೋಗಿಸುತ್ತಿದ್ದಾರೆ. ಇದು ರಾಜಕಾರಣಕ್ಕೆ ಶೋಭೆ ತರುವುದಿಲ್ಲ. ಜಿಲ್ಲೆಯ ಜನತೆ ಎಲ್ಲವನ್ನೂ ಗಮನಿಸುತ್ತಿದ್ದಾರೆ. ಮುಂದಿನ ದಿನಗಳಲ್ಲಿ ತಕ್ಕ ಪಾಠ ಕಲಿಸುತ್ತಾರೆ. ಸಿಡಿ ಪ್ರಕರಣದಲ್ಲಿ ಯಾರೇ ಭಾಗಿಯಾಗಿದ್ದರೂ ಕಠಿಣ ಕ್ರಮ ಜರುಗಿಸಬೇಕು. ಸತ್ಯಾಂಶ ಹೊರಬರಬೇಕು. ರಾಜ್ಯದ ಜನರ ಹಿತ ಕಾಪಾಡುವುದು ಮುಖ್ಯ. ಪಕ್ಷದ ವರಿಷ್ಠರು ಈ ಬಗ್ಗೆ ಗಮನಹರಿಸಬೇಕು. ಪಕ್ಷದ ಘನತೆಗೆ ಧಕ್ಕೆ ತರುವವರ ವಿರುದ್ಧ ಕ್ರಮ ಕೈಗೊಳ್ಳಬೇಕು ಎಂದು ಒತ್ತಾಯಿಸಿದರು. ಮುಖ್ಯಮಂತ್ರಿ ಬದಲಾವಣೆ ವಿಚಾರವೂ ಚರ್ಚೆಯಲ್ಲಿದೆ. ಹೈಕಮಾಂಡ್ ಸೂಕ್ತ ತೀರ್ಮಾನ ಕೈಗೊಳ್ಳಲಿದೆ. ಉತ್ತರ ಕರ್ನಾಟಕದ ಅಭಿವೃದ್ಧಿಗೆ ಆದ್ಯತೆ ನೀಡಬೇಕು. ಪಂಚಮಸಾಲಿ ಮೀಸಲಾತಿ ಹೋರಾಟ ಮುಂದುವರಿಯಲಿದೆ ಎಂದು ತಿಳಿಸಿದರು.: [664, 196, 910, 333]
right-story3-body-text: ಮೈಸೂರು, ಮಾ.27(ಪಿಎಂ)- ದೇಶದ ಬಡತನಕ್ಕೆ ಸಮಾಜವಾದವೇ ಮೂಲ ಕಾರಣ ಎಂದು ಸಂಸದ ತೇಜಸ್ವಿ ಸೂರ್ಯ ಅಭಿಪ್ರಾಯಪಟ್ಟರು.: [660, 948, 910, 971]
banner-body: [288, 686, 906, 850]
right-story1-body-text: ಹಾವೇರಿ, ಮಾ. 27- ಕಾಂಗ್ರೆಸ್‌ನ ಮಹಾನಾಯಕ ಮತ್ತು ಬಿಜೆಪಿ ಯುವರಾಜರಲ್ಲಿ ಸಿಡಿ ಉತ್ಪಾದನೆ ಮಾಡುವ ಫ್ಯಾಕ್ಟರಿಗಳಿವೆ ಎಂದು ಶಾಸಕ ಬಸನಗೌಡ ಪಾಟೀಲ್ ಯತ್ನಾಳ್ ಆರೋಪಿಸಿದರು.: [664, 124, 804, 181]
mid-story-headline: ಬ್ರಾಹ್ಮಣರು ಸರ್ಕಾರಿ ಸವಲತ್ತು ಪಡೆಯಲು ಸಂಘಟನಾ ಮನೋಭಾವ ಬೆಳೆಸಿಕೊಳ್ಳಿ: ಸಂಸದ ತೇಜಸ್ವಿ ಸೂರ್ಯ ಸಲಹೆ: [304, 858, 622, 895]
